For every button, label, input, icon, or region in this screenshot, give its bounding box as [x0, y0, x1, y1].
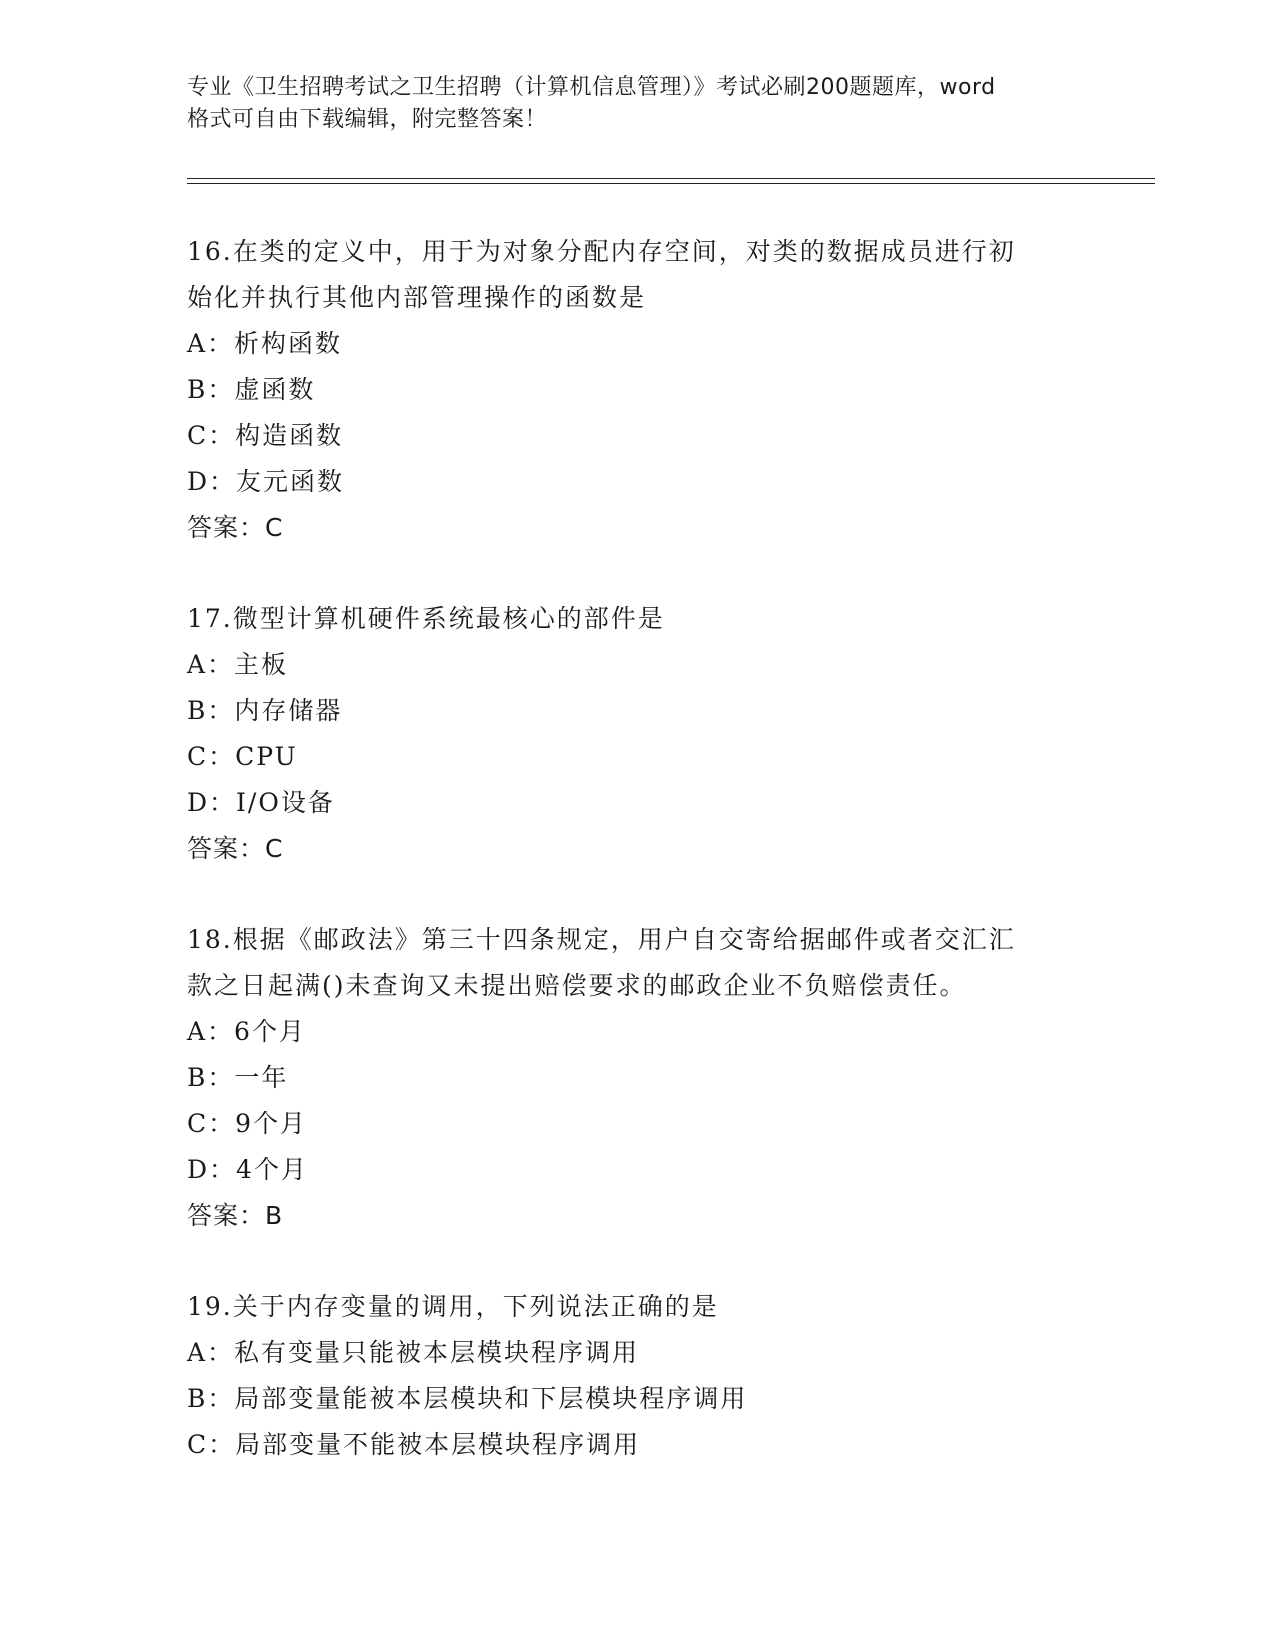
question-stem-line: 18.根据《邮政法》第三十四条规定，用户自交寄给据邮件或者交汇汇	[187, 925, 1016, 954]
answer: 答案：C	[187, 834, 284, 863]
header-line-2: 格式可自由下载编辑，附完整答案！	[187, 107, 548, 132]
option-d: D：友元函数	[187, 467, 345, 496]
header-line-1: 专业《卫生招聘考试之卫生招聘（计算机信息管理）》考试必刷200题题库，word	[187, 75, 996, 100]
option-c: C：构造函数	[187, 421, 344, 450]
question-18	[187, 917, 1087, 1239]
question-17	[187, 596, 1087, 872]
option-a: A：析构函数	[187, 329, 343, 358]
option-a: A：私有变量只能被本层模块程序调用	[187, 1338, 640, 1367]
option-c: C：9个月	[187, 1109, 308, 1138]
option-c: C：CPU	[187, 742, 298, 771]
option-b: B：局部变量能被本层模块和下层模块程序调用	[187, 1384, 748, 1413]
header-rule-bottom	[187, 183, 1155, 184]
question-19	[187, 1284, 1087, 1468]
question-stem-line: 始化并执行其他内部管理操作的函数是	[187, 283, 647, 312]
option-a: A：6个月	[187, 1017, 306, 1046]
option-d: D：I/O设备	[187, 788, 335, 817]
option-c: C：局部变量不能被本层模块程序调用	[187, 1430, 641, 1459]
question-list	[187, 229, 1087, 1513]
option-b: B：内存储器	[187, 696, 343, 725]
document-header	[187, 72, 1087, 136]
option-b: B：虚函数	[187, 375, 316, 404]
option-b: B：一年	[187, 1063, 289, 1092]
question-stem-line: 17.微型计算机硬件系统最核心的部件是	[187, 604, 665, 633]
option-d: D：4个月	[187, 1155, 308, 1184]
question-16	[187, 229, 1087, 551]
question-stem-line: 19.关于内存变量的调用，下列说法正确的是	[187, 1292, 719, 1321]
question-stem-line: 16.在类的定义中，用于为对象分配内存空间，对类的数据成员进行初	[187, 237, 1016, 266]
question-stem-line: 款之日起满()未查询又未提出赔偿要求的邮政企业不负赔偿责任。	[187, 971, 967, 1000]
option-a: A：主板	[187, 650, 289, 679]
header-rule-top	[187, 178, 1155, 179]
answer: 答案：B	[187, 1201, 284, 1230]
answer: 答案：C	[187, 513, 284, 542]
